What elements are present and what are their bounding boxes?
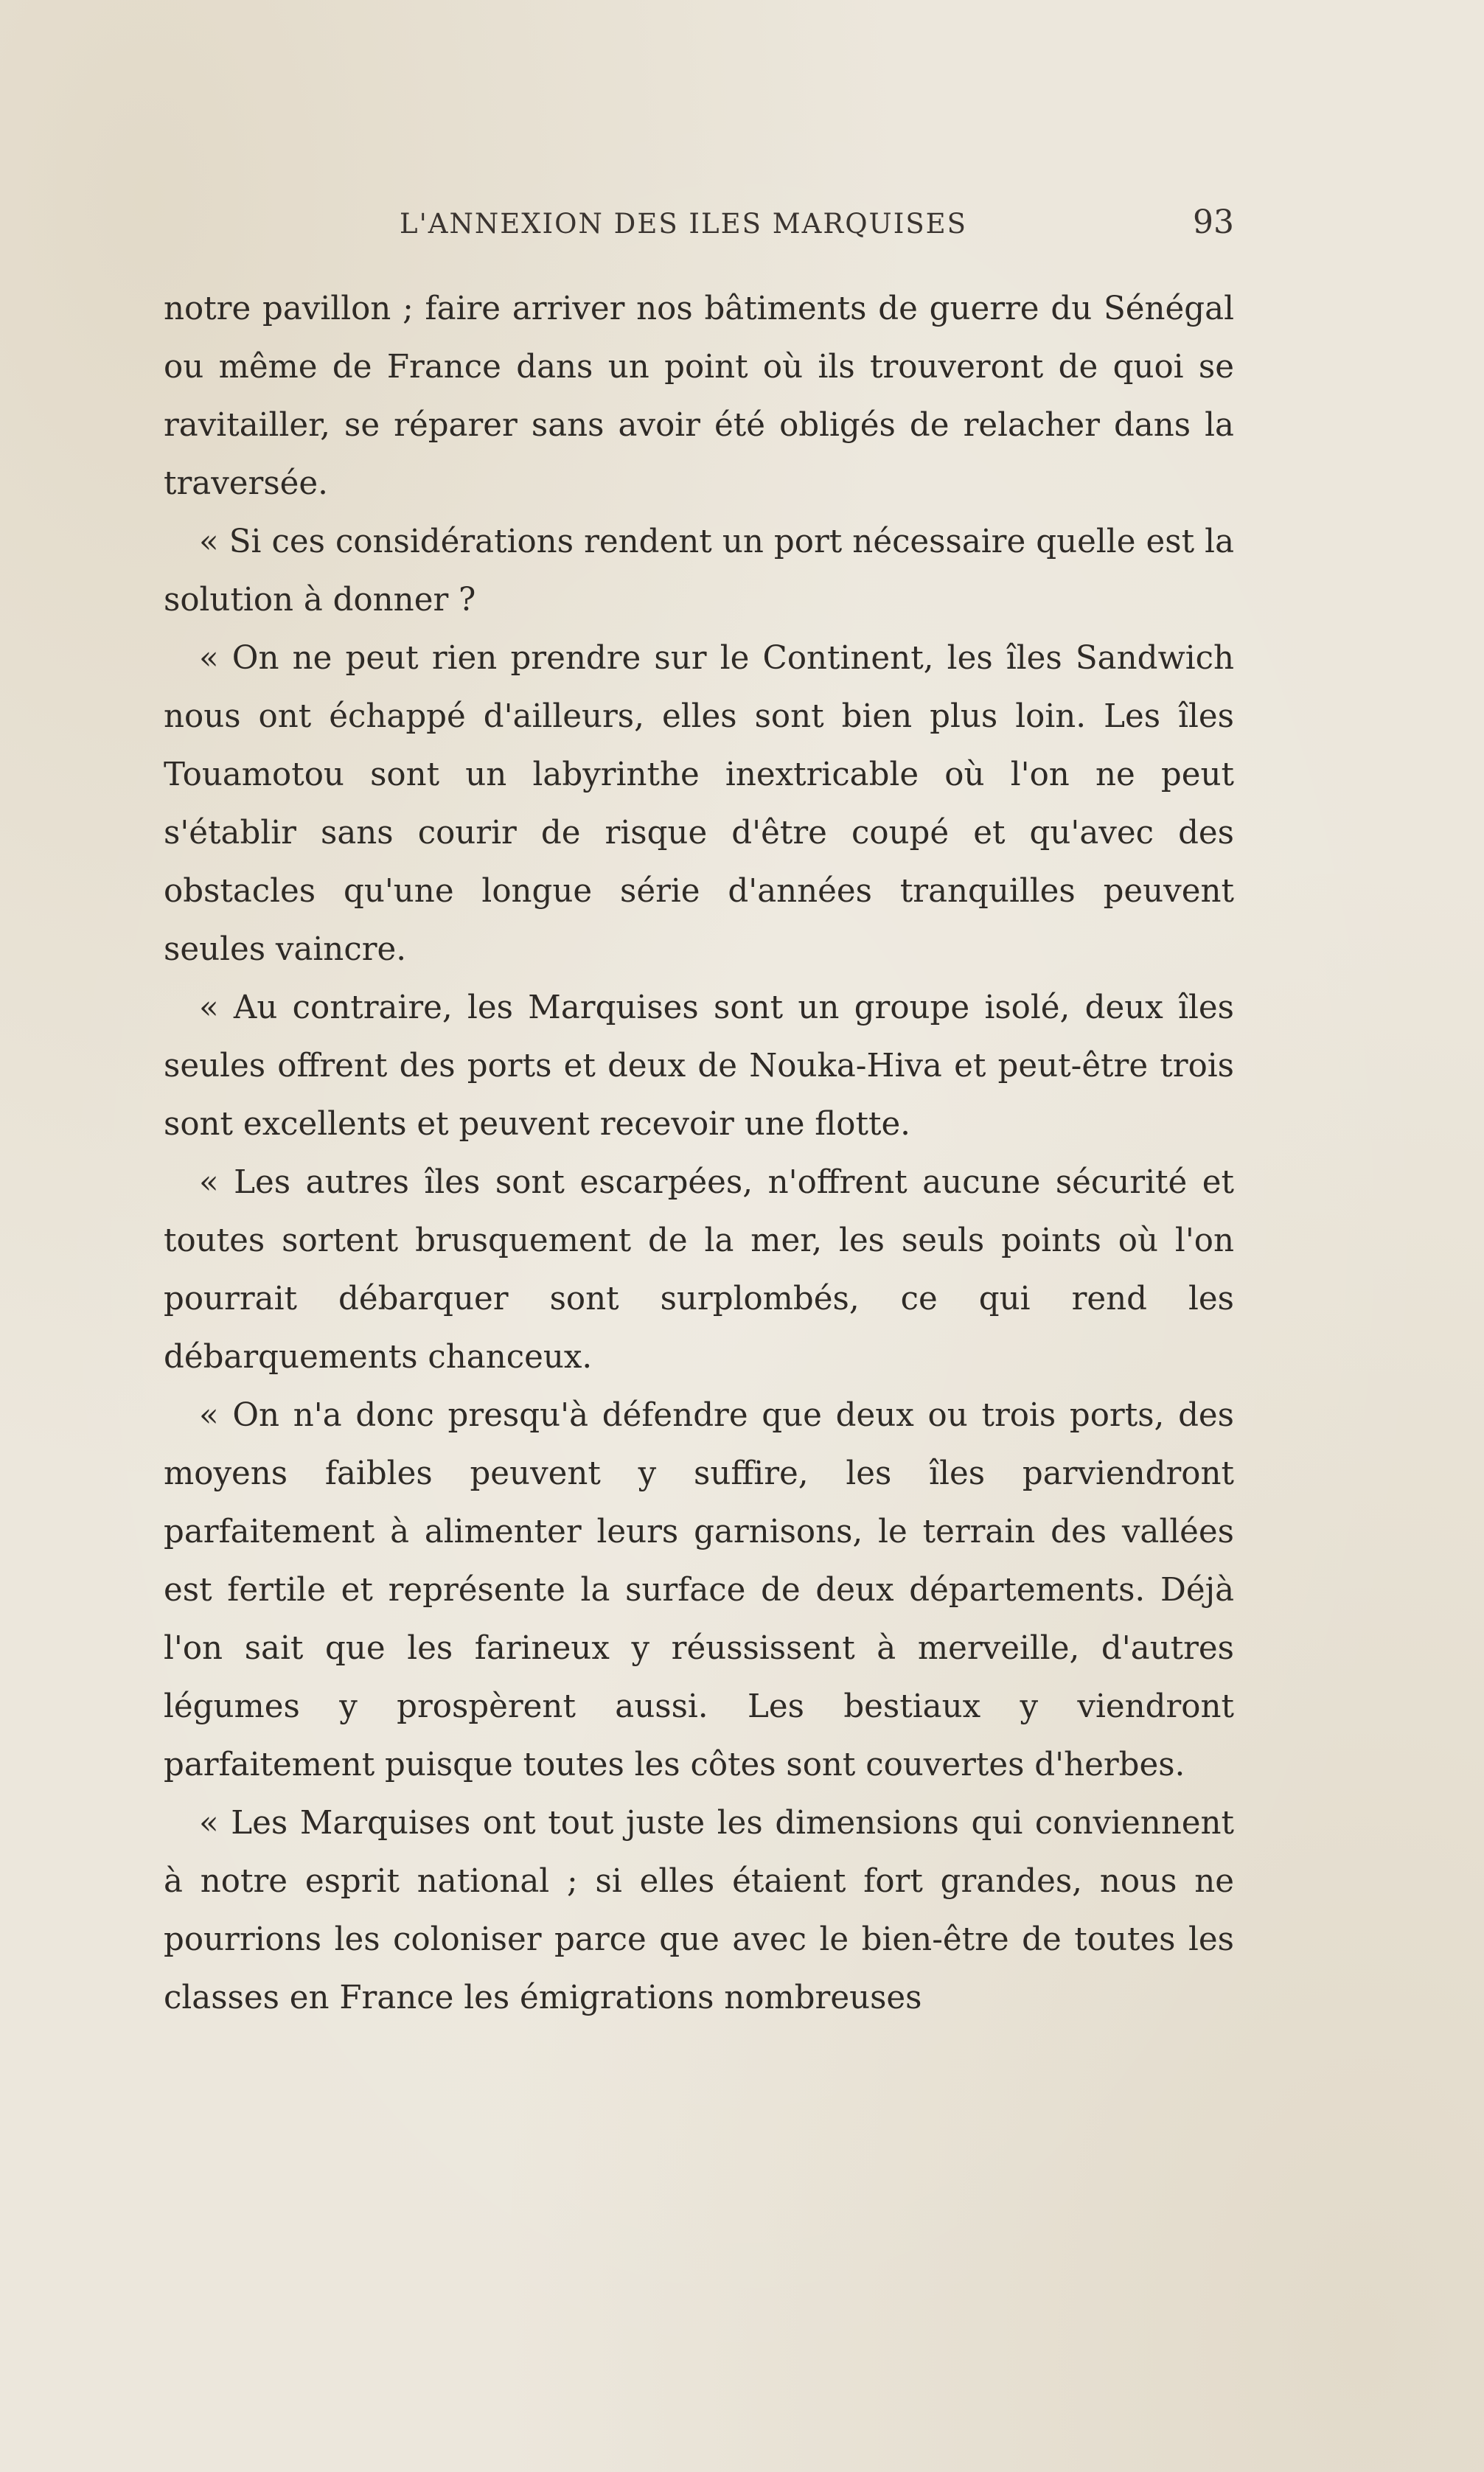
book-page bbox=[164, 199, 1234, 2027]
paragraph: notre pavillon ; faire arriver nos bâtiments de guerre du Sénégal ou même de France dans un point où ils trouveront de quoi se ravitailler, se réparer sans avoir été obligés de relacher dans la traversée. bbox=[164, 290, 1234, 502]
running-head bbox=[164, 199, 1234, 251]
page-number: 93 bbox=[1193, 203, 1234, 241]
paragraph: « Les autres îles sont escarpées, n'offrent aucune sécurité et toutes sortent brusquement de la mer, les seuls points où l'on pourrait débarquer sont surplombés, ce qui rend les débarquements chanceux. bbox=[164, 1164, 1234, 1376]
paragraph: « Si ces considérations rendent un port nécessaire quelle est la solution à donner ? bbox=[164, 523, 1234, 619]
paragraph: « Les Marquises ont tout juste les dimensions qui conviennent à notre esprit national ; si elles étaient fort grandes, nous ne pourrions les coloniser parce que avec le bien-être de toutes les classes en France les émigrations nombreuses bbox=[164, 1805, 1234, 2016]
paragraph: « Au contraire, les Marquises sont un groupe isolé, deux îles seules offrent des ports et deux de Nouka-Hiva et peut-être trois sont excellents et peuvent recevoir une flotte. bbox=[164, 989, 1234, 1143]
paragraph: « On ne peut rien prendre sur le Continent, les îles Sandwich nous ont échappé d'ailleurs, elles sont bien plus loin. Les îles Touamotou sont un labyrinthe inextricable où l'on ne peut s'établir sans courir de risque d'être coupé et qu'avec des obstacles qu'une longue série d'années tranquilles peuvent seules vaincre. bbox=[164, 640, 1234, 968]
body-text bbox=[164, 280, 1234, 2027]
running-title: L'ANNEXION DES ILES MARQUISES bbox=[400, 208, 968, 240]
paragraph: « On n'a donc presqu'à défendre que deux ou trois ports, des moyens faibles peuvent y suffire, les îles parviendront parfaitement à alimenter leurs garnisons, le terrain des vallées est fertile et représente la surface de deux départements. Déjà l'on sait que les farineux y réussissent à merveille, d'autres légumes y prospèrent aussi. Les bestiaux y viendront parfaitement puisque toutes les côtes sont couvertes d'herbes. bbox=[164, 1397, 1234, 1783]
